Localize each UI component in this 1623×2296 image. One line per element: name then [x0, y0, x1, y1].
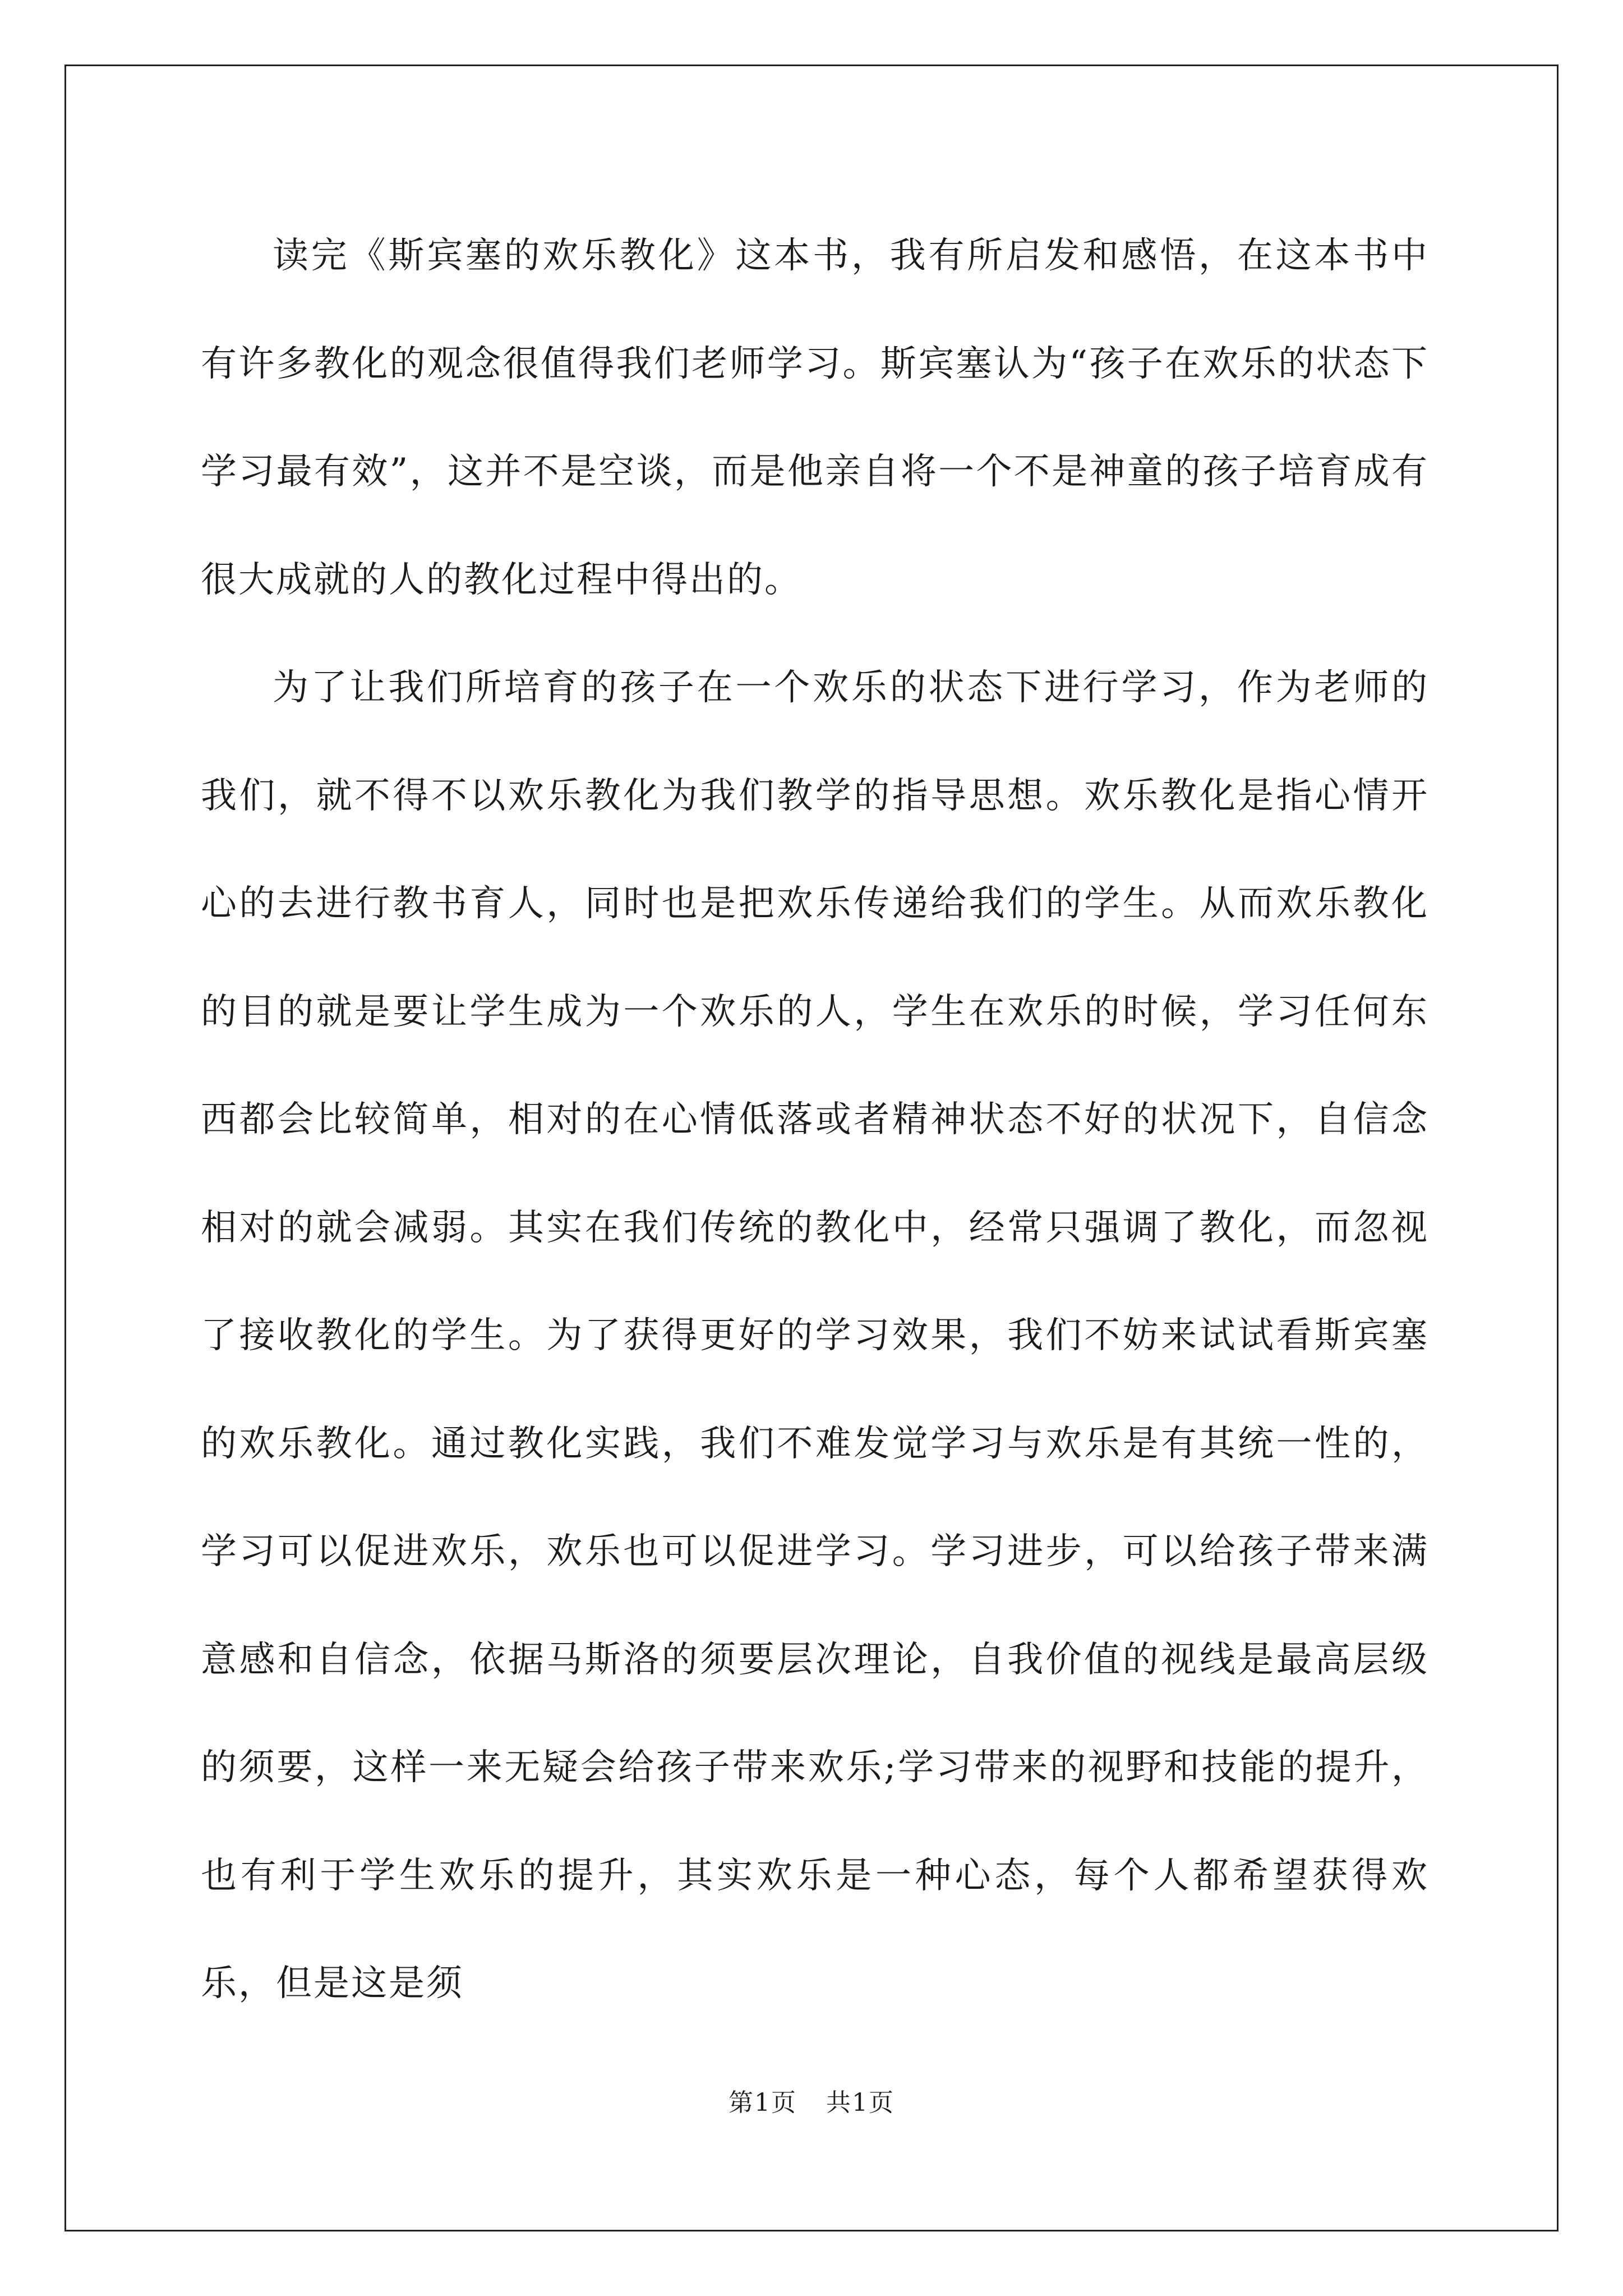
page-number-total: 共1页 — [826, 2088, 895, 2117]
paragraph-2: 为了让我们所培育的孩子在一个欢乐的状态下进行学习，作为老师的我们，就不得不以欢乐教化为我们教学的指导思想。欢乐教化是指心情开心的去进行教书育人，同时也是把欢乐传递给我们的学生。从而欢乐教化的目的就是要让学生成为一个欢乐的人，学生在欢乐的时候，学习任何东西都会比较简单，相对的在心情低落或者精神状态不好的状况下，自信念相对的就会减弱。其实在我们传统的教化中，经常只强调了教化，而忽视了接收教化的学生。为了获得更好的学习效果，我们不妨来试试看斯宾塞的欢乐教化。通过教化实践，我们不难发觉学习与欢乐是有其统一性的，学习可以促进欢乐，欢乐也可以促进学习。学习进步，可以给孩子带来满意感和自信念，依据马斯洛的须要层次理论，自我价值的视线是最高层级的须要，这样一来无疑会给孩子带来欢乐;学习带来的视野和技能的提升，也有利于学生欢乐的提升，其实欢乐是一种心态，每个人都希望获得欢乐，但是这是须 — [201, 667, 1429, 2004]
page-number-current: 第1页 — [728, 2088, 797, 2117]
page-footer — [0, 2082, 1623, 2118]
document-body — [201, 202, 1429, 2038]
paragraph-1: 读完《斯宾塞的欢乐教化》这本书，我有所启发和感悟，在这本书中有许多教化的观念很值得我们老师学习。斯宾塞认为“孩子在欢乐的状态下学习最有效”，这并不是空谈，而是他亲自将一个不是神童的孩子培育成有很大成就的人的教化过程中得出的。 — [201, 235, 1429, 601]
